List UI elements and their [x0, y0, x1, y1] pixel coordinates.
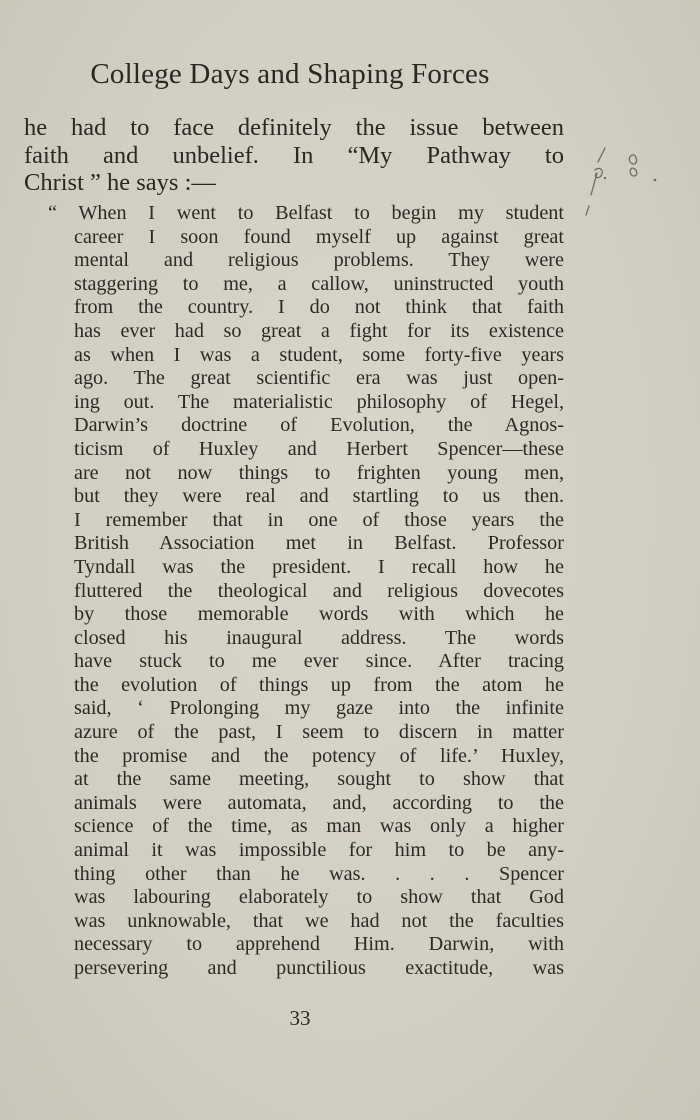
running-head: College Days and Shaping Forces: [90, 58, 490, 90]
quote-line: Darwin’s doctrine of Evolution, the Agnos-: [74, 414, 564, 437]
quote-line: ticism of Huxley and Herbert Spencer—these: [74, 437, 564, 460]
intro-paragraph: [24, 114, 564, 197]
quote-line: azure of the past, I seem to discern in matter: [74, 721, 564, 744]
quote-line: animals were automata, and, according to the: [74, 791, 564, 814]
quote-line: animal it was impossible for him to be any-: [74, 839, 564, 862]
quote-line: staggering to me, a callow, uninstructed youth: [74, 272, 564, 295]
quote-line: by those memorable words with which he: [74, 603, 564, 626]
block-quotation: [48, 202, 564, 981]
quote-line: I remember that in one of those years the: [74, 508, 564, 531]
quote-line: thing other than he was. . . . Spencer: [74, 862, 564, 885]
quote-line: but they were real and startling to us then.: [74, 485, 564, 508]
quote-line: has ever had so great a fight for its existence: [74, 319, 564, 342]
quote-line: the evolution of things up from the atom he: [74, 673, 564, 696]
intro-line: faith and unbelief. In “My Pathway to: [24, 141, 564, 169]
quote-line: have stuck to me ever since. After tracing: [74, 650, 564, 673]
quote-line: said, ‘ Prolonging my gaze into the infinite: [74, 697, 564, 720]
quote-line: “ When I went to Belfast to begin my student: [48, 202, 564, 224]
quote-line: science of the time, as man was only a higher: [74, 815, 564, 838]
quote-line: British Association met in Belfast. Professor: [74, 532, 564, 555]
quote-line: career I soon found myself up against great: [74, 225, 564, 248]
quote-line: ing out. The materialistic philosophy of Hegel,: [74, 390, 564, 413]
pencil-margin-annotation: [585, 140, 675, 230]
intro-line: Christ ” he says :—: [24, 169, 216, 196]
intro-line: he had to face definitely the issue between: [24, 114, 564, 141]
quote-line: closed his inaugural address. The words: [74, 626, 564, 649]
quote-line: ago. The great scientific era was just open-: [74, 367, 564, 390]
quote-line: Tyndall was the president. I recall how he: [74, 555, 564, 578]
quote-line: at the same meeting, sought to show that: [74, 768, 564, 791]
quote-line: was unknowable, that we had not the faculties: [74, 909, 564, 932]
quote-line: fluttered the theological and religious dovecotes: [74, 579, 564, 602]
quote-line: necessary to apprehend Him. Darwin, with: [74, 933, 564, 956]
quote-line: mental and religious problems. They were: [74, 249, 564, 272]
quote-line: as when I was a student, some forty-five years: [74, 343, 564, 366]
quote-line: are not now things to frighten young men,: [74, 461, 564, 484]
quote-line: from the country. I do not think that faith: [74, 296, 564, 319]
quote-line: was labouring elaborately to show that God: [74, 886, 564, 909]
page-number: 33: [289, 1006, 311, 1030]
quote-line: persevering and punctilious exactitude, was: [74, 957, 564, 979]
quote-line: the promise and the potency of life.’ Huxley,: [74, 744, 564, 767]
